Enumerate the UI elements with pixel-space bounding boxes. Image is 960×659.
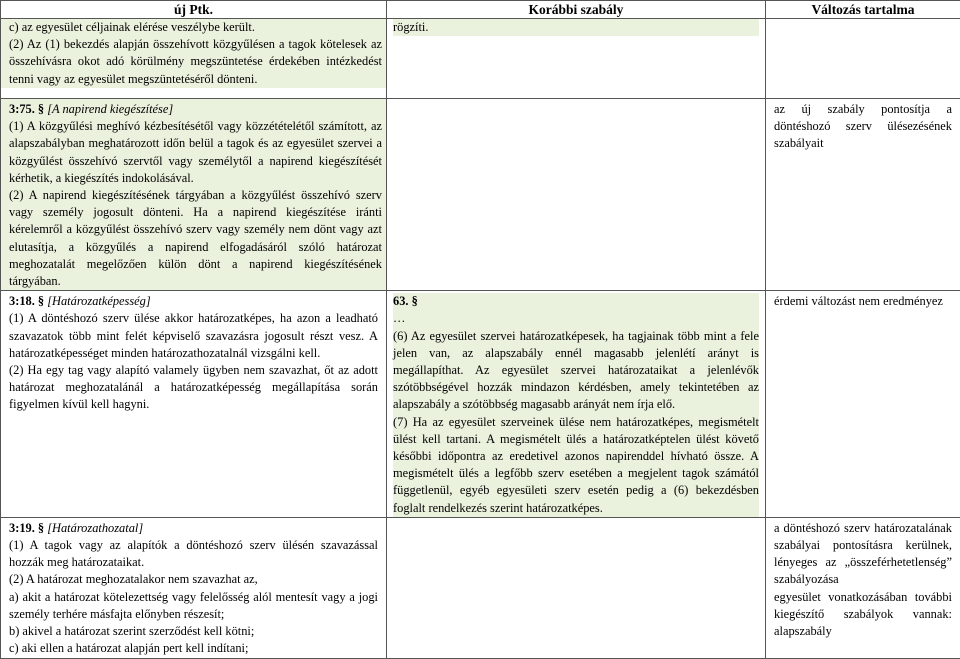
paragraph: c) aki ellen a határozat alapján pert kell indítani; — [9, 640, 378, 657]
table-row — [1, 517, 960, 658]
header-change-content: Változás tartalma — [766, 1, 960, 19]
section-number: 3:18. § — [9, 294, 44, 308]
header-previous-rule: Korábbi szabály — [387, 1, 766, 19]
paragraph: (1) A közgyűlési meghívó kézbesítésétől vagy közzétételétől számított, az alapszabályban meghatározott időn belül a tagok és az egyesület szervei a közgyűlést összehívó szervtől vagy személytől a napirend kiegészítését kérhetik, a kiegészítés indokolásával. — [9, 118, 382, 187]
paragraph: (1) A tagok vagy az alapítók a döntéshozó szerv ülésén szavazással hozzák meg határozataikat. — [9, 537, 378, 571]
header-row — [1, 1, 960, 19]
paragraph: (2) A határozat meghozatalakor nem szavazhat az, — [9, 571, 378, 588]
row4-change-text — [766, 518, 960, 640]
row1-change-text — [766, 19, 960, 99]
section-number: 3:75. § — [9, 102, 44, 116]
header-new-ptk: új Ptk. — [1, 1, 387, 19]
table-row — [1, 19, 960, 99]
row2-previous-text — [387, 99, 766, 291]
section-number: 63. § — [393, 293, 759, 310]
paragraph: (2) A napirend kiegészítésének tárgyában a közgyűlést összehívó szerv vagy személy jogosult dönteni. Ha a napirend kiegészítése iránti kérelemről a közgyűlést összehívó szerv vagy személy nem dönt vagy azt elutasítja, a közgyűlés a napirend elfogadásáról szóló határozat meghozatalát megelőzően külön dönt a napirend kiegészítésének tárgyában. — [9, 187, 382, 290]
row2-change-text: az új szabály pontosítja a döntéshozó szerv ülésezésének szabályait — [766, 99, 960, 153]
row3-change-text: érdemi változást nem eredményez — [766, 291, 960, 310]
ellipsis: … — [393, 310, 759, 327]
row4-new-text — [1, 518, 386, 658]
row4-previous-text — [387, 517, 766, 658]
table-row — [1, 291, 960, 518]
paragraph: (7) Ha az egyesület szerveinek ülése nem határozatképes, megismételt ülést kell tartani. A megismételt ülés a határozatképtelen ülést követő későbbi időpontra az eredetivel azonos napirenddel hívható össze. A megismételt ülés a legfőbb szerv esetében a megjelent tagok számától függetlenül, egyéb egyesületi szerv esetén pedig a (6) bekezdésben foglalt rendelkezés szerint határozatképes. — [393, 414, 759, 517]
paragraph: (2) Ha egy tag vagy alapító valamely ügyben nem szavazhat, őt az adott határozat meghozatalánál a határozatképesség megállapítása során figyelmen kívül kell hagyni. — [9, 362, 378, 414]
section-title: [A napirend kiegészítése] — [47, 102, 173, 116]
row3-new-text — [1, 291, 386, 413]
paragraph: egyesület vonatkozásában további kiegészítő szabályok vannak: alapszabály — [774, 589, 952, 641]
row3-previous-text — [393, 293, 759, 517]
paragraph: c) az egyesület céljainak elérése veszélybe került. — [9, 19, 382, 36]
row1-previous-text: rögzíti. — [393, 19, 759, 36]
paragraph: a döntéshozó szerv határozatalának szabályai pontosításra kerülnek, lényeges az „összeférhetetlenség” szabályozása — [774, 520, 952, 589]
section-number: 3:19. § — [9, 521, 44, 535]
paragraph: a) akit a határozat kötelezettség vagy felelősség alól mentesít vagy a jogi személy terhére másfajta előnyben részesít; — [9, 589, 378, 623]
section-title: [Határozathozatal] — [47, 521, 143, 535]
paragraph: (1) A döntéshozó szerv ülése akkor határozatképes, ha azon a leadható szavazatok több mint felét képviselő szavazásra jogosult részt vesz. A határozatképességet minden határozathozatalnál vizsgálni kell. — [9, 310, 378, 362]
paragraph: (2) Az (1) bekezdés alapján összehívott közgyűlésen a tagok kötelesek az összehívásra okot adó körülmény megszüntetése érdekében intézkedést tenni vagy az egyesület megszüntetéséről dönteni. — [9, 36, 382, 88]
paragraph: (6) Az egyesület szervei határozatképesek, ha tagjainak több mint a fele jelen van, az alapszabály ennél magasabb jelenlétí arányt is megállapíthat. Az egyesület szervei határozataikat a jelenlévők szótöbbségével hozzák mindazon kérdésben, amely tekintetében az alapszabály a szótöbbség magasabb arányát nem írja elő. — [393, 328, 759, 414]
row1-new-text — [1, 19, 386, 88]
table-row — [1, 99, 960, 291]
paragraph: b) akivel a határozat szerint szerződést kell kötni; — [9, 623, 378, 640]
section-title: [Határozatképesség] — [47, 294, 150, 308]
row2-new-text — [1, 99, 386, 290]
